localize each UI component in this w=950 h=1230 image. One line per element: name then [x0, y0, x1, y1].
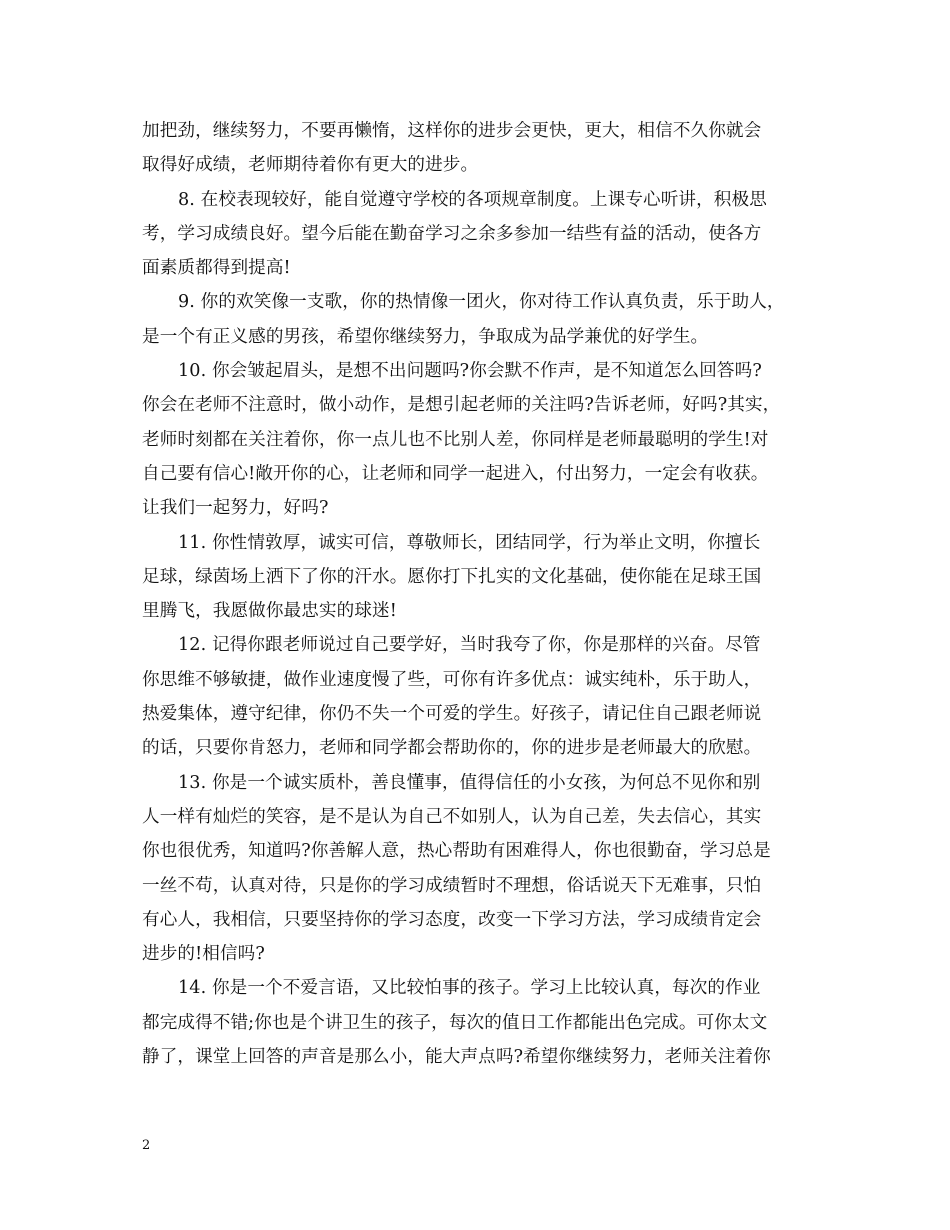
text-line: 都完成得不错;你也是个讲卫生的孩子，每次的值日工作都能出色完成。可你太文	[142, 1012, 768, 1033]
text-line: 人一样有灿烂的笑容，是不是认为自己不如别人，认为自己差，失去信心，其实	[142, 806, 762, 827]
text-line: 的话，只要你肯怒力，老师和同学都会帮助你的，你的进步是老师最大的欣慰。	[142, 738, 762, 759]
text-line: 10. 你会皱起眉头，是想不出问题吗?你会默不作声，是不知道怎么回答吗?	[178, 361, 762, 382]
text-line: 自己要有信心!敞开你的心，让老师和同学一起进入，付出努力，一定会有收获。	[142, 463, 769, 484]
text-line: 考，学习成绩良好。望今后能在勤奋学习之余多参加一结些有益的活动，使各方	[142, 223, 762, 244]
text-line: 你会在老师不注意时，做小动作，是想引起老师的关注吗?告诉老师，好吗?其实，	[142, 395, 781, 416]
text-line: 里腾飞，我愿做你最忠实的球迷!	[142, 601, 397, 622]
text-line: 面素质都得到提高!	[142, 258, 291, 279]
text-line: 让我们一起努力，好吗?	[142, 498, 329, 519]
text-line: 热爱集体，遵守纪律，你仍不失一个可爱的学生。好孩子，请记住自己跟老师说	[142, 704, 762, 725]
text-line: 11. 你性情敦厚，诚实可信，尊敬师长，团结同学，行为举止文明，你擅长	[178, 532, 761, 553]
document-body	[142, 114, 810, 1074]
text-line: 13. 你是一个诚实质朴，善良懂事，值得信任的小女孩，为何总不见你和别	[178, 772, 761, 793]
text-line: 你也很优秀，知道吗?你善解人意，热心帮助有困难得人，你也很勤奋，学习总是	[142, 841, 771, 862]
text-line: 进步的!相信吗?	[142, 944, 265, 965]
text-line: 是一个有正义感的男孩，希望你继续努力，争取成为品学兼优的好学生。	[142, 326, 709, 347]
text-line: 取得好成绩，老师期待着你有更大的进步。	[142, 155, 479, 176]
text-line: 老师时刻都在关注着你，你一点儿也不比别人差，你同样是老师最聪明的学生!对	[142, 429, 769, 450]
text-line: 一丝不苟，认真对待，只是你的学习成绩暂时不理想，俗话说天下无难事，只怕	[142, 875, 762, 896]
page-number: 2	[142, 1138, 151, 1153]
text-line: 有心人，我相信，只要坚持你的学习态度，改变一下学习方法，学习成绩肯定会	[142, 909, 762, 930]
text-line: 你思维不够敏捷，做作业速度慢了些，可你有许多优点：诚实纯朴，乐于助人，	[142, 669, 762, 690]
text-line: 9. 你的欢笑像一支歌，你的热情像一团火，你对待工作认真负责，乐于助人，	[178, 292, 785, 313]
text-line: 加把劲，继续努力，不要再懒惰，这样你的进步会更快，更大，相信不久你就会	[142, 121, 762, 141]
text-line: 8. 在校表现较好，能自觉遵守学校的各项规章制度。上课专心听讲，积极思	[178, 189, 767, 210]
text-line: 足球，绿茵场上洒下了你的汗水。愿你打下扎实的文化基础，使你能在足球王国	[142, 566, 762, 587]
text-line: 12. 记得你跟老师说过自己要学好，当时我夸了你，你是那样的兴奋。尽管	[178, 635, 761, 656]
text-line: 14. 你是一个不爱言语，又比较怕事的孩子。学习上比较认真，每次的作业	[178, 978, 761, 999]
text-line: 静了，课堂上回答的声音是那么小，能大声点吗?希望你继续努力，老师关注着你	[142, 1047, 771, 1068]
